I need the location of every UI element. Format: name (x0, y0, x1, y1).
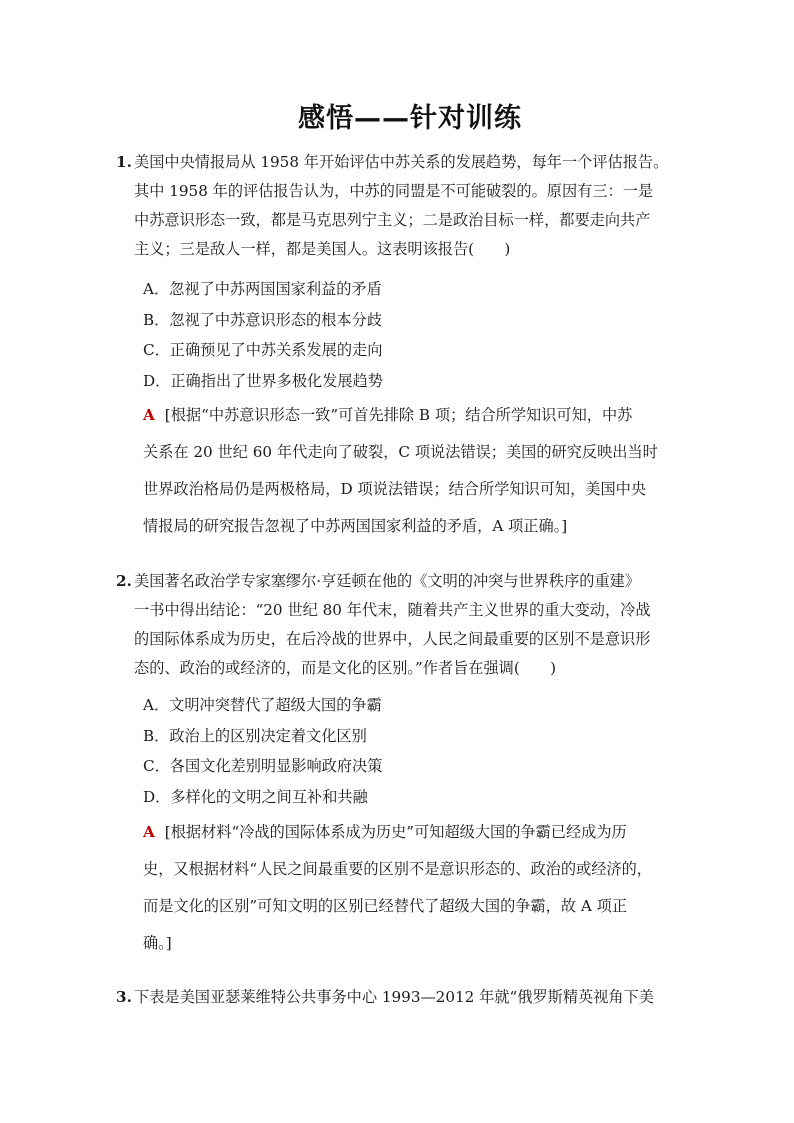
stem-line: 的国际体系成为历史，在后冷战的世界中，人民之间最重要的区别不是意识形 (134, 630, 651, 648)
answer-line: 确。] (143, 934, 172, 952)
stem-line: 态的、政治的或经济的，而是文化的区别。”作者旨在强调( ) (134, 659, 557, 677)
question-1 (116, 148, 680, 264)
question-number: 2. (116, 572, 132, 590)
answer-line (143, 814, 675, 851)
option-b: B．政治上的区别决定着文化区别 (143, 726, 367, 745)
option-c: C．正确预见了中苏关系发展的走向 (143, 341, 383, 359)
option-c: C．各国文化差别明显影响政府决策 (143, 757, 383, 775)
answer-line: 而是文化的区别”可知文明的区别已经替代了超级大国的争霸，故 A 项正 (143, 897, 628, 915)
stem-line: 一书中得出结论：“20 世纪 80 年代末，随着共产主义世界的重大变动，冷战 (134, 601, 651, 619)
stem-line: 其中 1958 年的评估报告认为，中苏的同盟是不可能破裂的。原因有三：一是 (134, 182, 654, 200)
page-title: 感悟——针对训练 (298, 103, 522, 134)
answer-letter: A (143, 823, 155, 841)
stem-line: 中苏意识形态一致，都是马克思列宁主义；二是政治目标一样，都要走向共产 (134, 211, 651, 229)
stem-line: 主义；三是敌人一样，都是美国人。这表明该报告( ) (134, 240, 511, 258)
question-2-options (143, 690, 382, 812)
stem-line: 美国著名政治学专家塞缪尔·亨廷顿在他的《文明的冲突与世界秩序的重建》 (134, 572, 641, 590)
question-stem (120, 567, 680, 683)
option-b: B．忽视了中苏意识形态的根本分歧 (143, 310, 382, 329)
question-1-answer (143, 397, 675, 545)
answer-text: [根据材料“冷战的国际体系成为历史”可知超级大国的争霸已经成为历 (164, 823, 627, 841)
stem-line: 美国中央情报局从 1958 年开始评估中苏关系的发展趋势，每年一个评估报告。 (134, 153, 669, 171)
question-1-options (143, 274, 383, 396)
question-3 (116, 983, 680, 1012)
stem-line: 下表是美国亚瑟莱维特公共事务中心 1993—2012 年就“俄罗斯精英视角下美 (134, 988, 654, 1006)
answer-line: 关系在 20 世纪 60 年代走向了破裂，C 项说法错误；美国的研究反映出当时 (143, 443, 658, 461)
question-number: 3. (116, 988, 132, 1006)
question-2-answer (143, 814, 675, 962)
question-2 (116, 567, 680, 683)
answer-letter: A (143, 406, 155, 424)
option-a: A．忽视了中苏两国国家利益的矛盾 (143, 280, 382, 298)
option-d: D．多样化的文明之间互补和共融 (143, 787, 368, 806)
answer-line (143, 397, 675, 434)
answer-line: 世界政治格局仍是两极格局，D 项说法错误；结合所学知识可知，美国中央 (143, 480, 647, 498)
question-stem (120, 148, 680, 264)
question-number: 1. (116, 153, 132, 171)
answer-line: 情报局的研究报告忽视了中苏两国国家利益的矛盾，A 项正确。] (143, 517, 568, 535)
option-a: A．文明冲突替代了超级大国的争霸 (143, 696, 382, 714)
answer-line: 史，又根据材料“人民之间最重要的区别不是意识形态的、政治的或经济的， (143, 860, 652, 878)
option-d: D．正确指出了世界多极化发展趋势 (143, 371, 383, 390)
question-stem (120, 983, 680, 1012)
answer-text: [根据“中苏意识形态一致”可首先排除 B 项；结合所学知识可知，中苏 (164, 406, 633, 424)
